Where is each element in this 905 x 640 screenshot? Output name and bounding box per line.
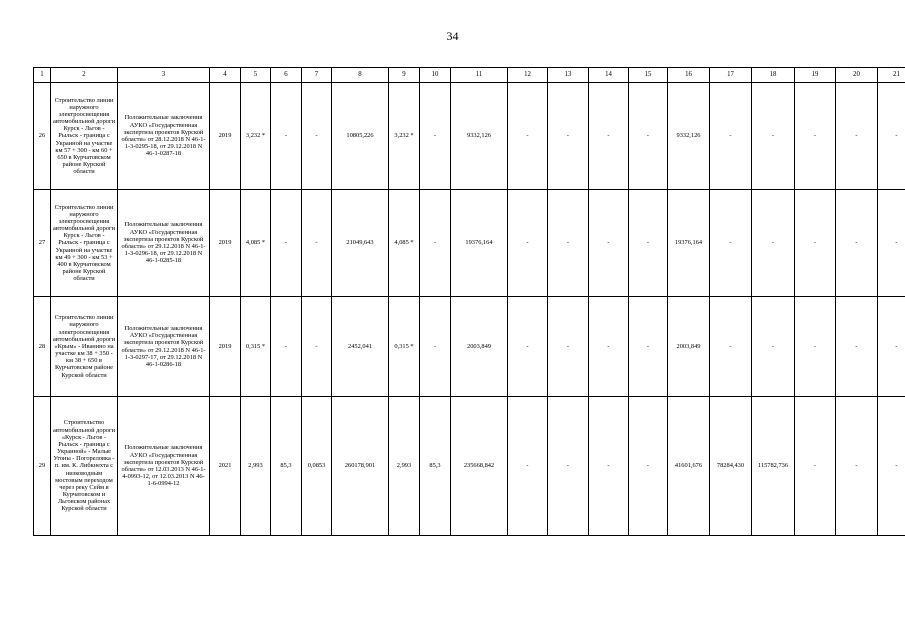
column-header: 2 <box>51 68 118 83</box>
table-cell: 2019 <box>210 83 241 190</box>
column-header: 21 <box>878 68 905 83</box>
table-cell: - <box>710 83 752 190</box>
table-cell: - <box>271 190 302 297</box>
table-cell: 3,232 * <box>389 83 420 190</box>
table-cell: 2,993 <box>389 397 420 536</box>
object-name-cell: Строительство автомобильной дороги «Курск - Льгов - Рыльск - граница с Украиной» - Малые Угоны - Погореловка - п. им. К. Либкнехта с низководным мостовым переходом через реку Сейм в Курчатовском и Льговском районах Курской области <box>51 397 118 536</box>
table-cell: - <box>752 297 795 397</box>
table-cell: - <box>878 397 905 536</box>
table-cell: - <box>752 190 795 297</box>
table-cell: 2003,849 <box>668 297 710 397</box>
table-cell: - <box>271 83 302 190</box>
table-cell: - <box>548 190 589 297</box>
table-cell: - <box>629 297 668 397</box>
table-cell: - <box>589 190 629 297</box>
row-number-cell: 26 <box>34 83 51 190</box>
table-cell: 9332,126 <box>451 83 508 190</box>
table-cell: - <box>710 190 752 297</box>
table-cell: - <box>795 83 836 190</box>
column-header: 3 <box>118 68 210 83</box>
table-cell: - <box>508 297 548 397</box>
table-cell: - <box>508 397 548 536</box>
table-cell: - <box>795 397 836 536</box>
table-cell: 2003,849 <box>451 297 508 397</box>
table-cell: - <box>878 190 905 297</box>
table-cell: 85,3 <box>271 397 302 536</box>
table-cell: - <box>878 83 905 190</box>
column-header: 20 <box>836 68 878 83</box>
table-row <box>34 397 905 536</box>
table-row <box>34 83 905 190</box>
table-cell: 0,315 * <box>389 297 420 397</box>
object-name-cell: Строительство линии наружного электроосвещения автомобильной дороги Курск - Льгов - Рыльск - граница с Украиной на участке км 57 + 300 - км 60 + 650 в Курчатовском районе Курской области <box>51 83 118 190</box>
object-name-cell: Строительство линии наружного электроосвещения автомобильной дороги Курск - Льгов - Рыльск - граница с Украиной на участке км 49 + 300 - км 53 + 400 в Курчатовском районе Курской области <box>51 190 118 297</box>
column-header: 17 <box>710 68 752 83</box>
column-header: 15 <box>629 68 668 83</box>
column-header: 18 <box>752 68 795 83</box>
column-header: 7 <box>302 68 332 83</box>
table-cell: 4,085 * <box>389 190 420 297</box>
table-cell: - <box>548 297 589 397</box>
object-name-cell: Строительство линии наружного электроосвещения автомобильной дороги «Крым» - Иванино на участке км 38 + 350 - км 38 + 650 в Курчатовском районе Курской области <box>51 297 118 397</box>
row-number-cell: 28 <box>34 297 51 397</box>
table-cell: - <box>836 297 878 397</box>
table-cell: - <box>548 397 589 536</box>
row-number-cell: 27 <box>34 190 51 297</box>
table-cell: - <box>629 190 668 297</box>
column-header: 8 <box>332 68 389 83</box>
table-cell: - <box>589 297 629 397</box>
table-row <box>34 190 905 297</box>
conclusion-cell: Положительные заключения АУКО «Государственная экспертиза проектов Курской области» от 12.03.2013 N 46-1-4-0993-12, от 12.03.2013 N 46-1-6-0994-12 <box>118 397 210 536</box>
page-number: 34 <box>446 29 459 43</box>
table-cell: 10805,226 <box>332 83 389 190</box>
table-cell: - <box>589 397 629 536</box>
table-cell: - <box>420 190 451 297</box>
column-header: 13 <box>548 68 589 83</box>
column-header: 12 <box>508 68 548 83</box>
column-header: 9 <box>389 68 420 83</box>
table-cell: - <box>589 83 629 190</box>
table-body <box>34 83 905 536</box>
table-cell: 19376,164 <box>451 190 508 297</box>
table-cell: - <box>302 83 332 190</box>
table-cell: 260178,901 <box>332 397 389 536</box>
table-cell: - <box>508 83 548 190</box>
conclusion-cell: Положительные заключения АУКО «Государственная экспертиза проектов Курской области» от 29.12.2018 N 46-1-1-3-0296-18, от 29.12.2018 N 46-1-0285-18 <box>118 190 210 297</box>
table-cell: 2452,041 <box>332 297 389 397</box>
table-cell: - <box>302 297 332 397</box>
conclusion-cell: Положительные заключения АУКО «Государственная экспертиза проектов Курской области» от 28.12.2018 N 46-1-1-3-0295-18, от 29.12.2018 N 46-1-0287-18 <box>118 83 210 190</box>
column-header: 16 <box>668 68 710 83</box>
table-cell: 85,3 <box>420 397 451 536</box>
table-cell: 4,085 * <box>241 190 271 297</box>
column-header: 14 <box>589 68 629 83</box>
column-header: 19 <box>795 68 836 83</box>
column-header: 6 <box>271 68 302 83</box>
table-cell: - <box>420 83 451 190</box>
column-header: 1 <box>34 68 51 83</box>
column-header: 5 <box>241 68 271 83</box>
table-cell: 2019 <box>210 297 241 397</box>
table-cell: 21049,643 <box>332 190 389 297</box>
table-cell: 2021 <box>210 397 241 536</box>
table-cell: - <box>629 397 668 536</box>
table-cell: - <box>710 297 752 397</box>
table-cell: 2019 <box>210 190 241 297</box>
table-cell: 3,232 * <box>241 83 271 190</box>
table-cell: 41601,676 <box>668 397 710 536</box>
table-cell: - <box>836 83 878 190</box>
table-cell: 0,315 * <box>241 297 271 397</box>
column-header: 10 <box>420 68 451 83</box>
table-cell: 19376,164 <box>668 190 710 297</box>
conclusion-cell: Положительные заключения АУКО «Государственная экспертиза проектов Курской области» от 29.12.2018 N 46-1-1-3-0297-17, от 29.12.2018 N 46-1-0286-18 <box>118 297 210 397</box>
table-cell: 2,993 <box>241 397 271 536</box>
table-row <box>34 297 905 397</box>
table-cell: 115782,736 <box>752 397 795 536</box>
table-cell: 235668,842 <box>451 397 508 536</box>
table-cell: - <box>508 190 548 297</box>
table-cell: - <box>878 297 905 397</box>
table-cell: - <box>420 297 451 397</box>
table-cell: - <box>629 83 668 190</box>
header-row <box>34 68 905 83</box>
table-cell: 78284,430 <box>710 397 752 536</box>
table-cell: - <box>795 297 836 397</box>
data-table <box>33 67 905 536</box>
table-cell: - <box>795 190 836 297</box>
table-cell: - <box>548 83 589 190</box>
table-cell: - <box>302 190 332 297</box>
column-header: 4 <box>210 68 241 83</box>
column-header: 11 <box>451 68 508 83</box>
table-cell: - <box>836 190 878 297</box>
table-cell: - <box>836 397 878 536</box>
table-cell: - <box>752 83 795 190</box>
row-number-cell: 29 <box>34 397 51 536</box>
table-cell: 0,0853 <box>302 397 332 536</box>
table-cell: - <box>271 297 302 397</box>
table-cell: 9332,126 <box>668 83 710 190</box>
